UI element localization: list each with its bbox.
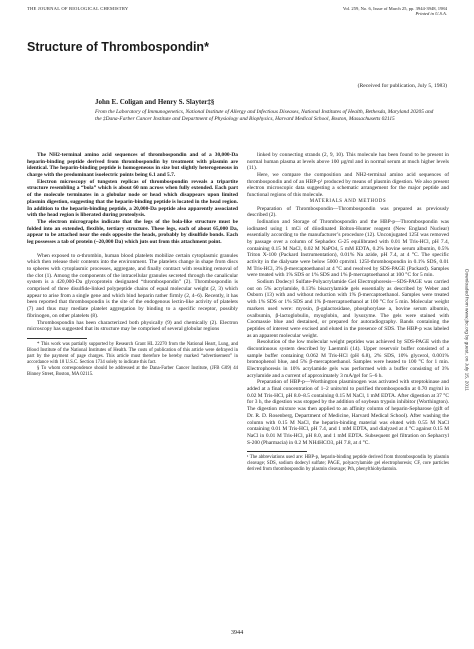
footnote-funding: * This work was partially supported by Research Grant HL 22270 from the National Heart, Lung, and Blood Institute of the National Institutes of Health. The costs of publication of this article were defrayed in part by the payment of page charges. This article must therefore be hereby marked “advertisement” in accordance with 18 U.S.C. Section 1734 solely to indicate this fact. <box>27 341 238 366</box>
intro-paragraph: When exposed to α-thrombin, human blood platelets mobilize certain cytoplasmic granules which then release their contents into the environment. The platelets change in shape from discs to spheres with cytoplasmic processes, aggregate, and finally contract with resulting removal of the clot (1). Among the components of the intracellular granules secreted through the canalicular system is a 420,000-Da glycoprotein designated “thrombospondin” (2). Thrombospondin is comprised of three disulfide-linked polypeptide chains of equal molecular weight (2, 3) which appear to arise from a single gene and which bind heparin rather firmly (2, 4–6). Recently, it has been reported that thrombospondin is the site of the endogenous lectin-like activity of platelets (7) and thus may mediate platelet aggregation by binding to a specific receptor, possibly fibrinogen, on other platelets (8). <box>27 252 238 319</box>
left-column <box>27 152 238 378</box>
abbreviations-footnote: ¹ The abbreviations used are: HBP-p, heparin-binding peptide derived from thrombospondin by plasmin cleavage; SDS, sodium dodecyl sulfate; PAGE, polyacrylamide gel electrophoresis; CF, core particles derived from thrombospondin by plasmin cleavage; Pth, phenylthiohydantoin. <box>247 455 449 473</box>
methods-paragraph: Preparation of HBP-p—Worthington plasminogen was activated with streptokinase and added at a final concentration of 1–2 units/ml to purified thrombospondin at 0.70 mg/ml in 0.02 M Tris-HCl, pH 8.0–8.5 containing 0.15 M NaCl, 1 mM EDTA. After digestion at 37 °C for 3 h, the digestion was stopped by the addition of soybean trypsin inhibitor (Worthington). The digestion mixture was then applied to an affinity column of heparin-Sepharose (gift of Dr. R. D. Rosenberg, Department of Medicine, Harvard Medical School). After washing the column with 0.15 M NaCl, the heparin-binding material was eluted with 0.55 M NaCl containing 0.01 M Tris-HCl, pH 7.4, and 1 mM EDTA, and dialyzed at 4 °C against 0.15 M NaCl in 0.01 M Tris-HCl, pH 8.0, and 1 mM EDTA. Subsequent gel filtration on Sephacryl S-200 (Pharmacia) in 0.2 M NH4HCO3, pH 7.8, at 4 °C. <box>247 379 449 446</box>
page-number: 3944 <box>230 629 244 636</box>
methods-paragraph: Sodium Dodecyl Sulfate-Polyacrylamide Gel Electrophoresis—SDS-PAGE was carried out on 5% acrylamide, 0.13% bisacrylamide gels essentially as described by Weber and Osborn (13) with and without reduction with 1% β-mercaptoethanol. Samples were treated with 1% SDS or 1% SDS and 1% β-mercaptoethanol at 100 °C for 5 min. Molecular weight markers used were: myosin, β-galactosidase, phosphorylase a, bovine serum albumin, ovalbumin, β-lactoglobulin, myoglobin, and lysozyme. The gels were stained with Coomassie blue and destained, or prepared for autoradiography. Bands containing the peptides of interest were excised and eluted in the presence of SDS. The HBP-p was labeled as an apparent molecular weight. <box>247 279 449 339</box>
methods-paragraph: Resolution of the low molecular weight peptides was achieved by SDS-PAGE with the discontinuous system described by Laemmli (14). Upper reservoir buffer consisted of a sample buffer containing 0.062 M Tris-HCl (pH 6.8), 2% SDS, 10% glycerol, 0.001% bromophenol blue, and 5% β-mercaptoethanol. Samples were heated to 100 °C for 1 min. Electrophoresis in 10% acrylamide gels was performed with a buffer consisting of 3% acrylamide and a current of approximately 3 mA/gel for 5–6 h. <box>247 339 449 379</box>
volume-line: Vol. 259, No. 6, Issue of March 25, pp. 3944-3948, 1984 <box>342 6 447 11</box>
right-column <box>247 152 449 474</box>
issue-info <box>217 6 447 17</box>
affiliation: From the Laboratory of Immunogenetics, National Institute of Allergy and Infectious Diseases, National Institutes of Health, Bethesda, Maryland 20205 and the ‡Dana-Farber Cancer Institute and Department of Physiology and Biophysics, Harvard Medical School, Boston, Massachusetts 02115 <box>95 109 434 123</box>
methods-paragraph: Iodination and Storage of Thrombospondin and the HBP-p—Thrombospondin was iodinated using 1 mCi of diiodinated Bolton-Hunter reagent (New England Nuclear) essentially according to the manufacturer’s procedure (12). Unconjugated 125I was removed by passage over a column of Sephadex G-25 equilibrated with 0.01 M Tris-HCl, pH 7.4, containing 0.15 M NaCl, 0.02 M NaPO4, 5 mM EDTA, 0.2% bovine serum albumin, 0.5% Triton X-100 (Packard Instrumentation), 0.01% Na azide, pH 7.4, at 4 °C. The specific activity in the dialysate were below 5000 cpm/ml. 125I-thrombospondin in 0.1% SDS, 0.01 M Tris-HCl, 3% β-mercaptoethanol at 4 °C and resolved by SDS-PAGE (Packard). Samples were treated with 1% SDS or 1% SDS and 1% β-mercaptoethanol at 100 °C for 5 min. <box>247 218 449 279</box>
abstract <box>27 152 238 246</box>
received-date: (Received for publication, July 5, 1983) <box>357 83 447 89</box>
abstract-paragraph: The NH2-terminal amino acid sequences of thrombospondin and of a 30,000-Da heparin-binding peptide derived from thrombospondin by treatment with plasmin are identical. The heparin-binding peptide is homogeneous in size but slightly heterogeneous in charge with the predominant isoelectric points being 6.1 and 5.7. <box>27 152 238 179</box>
abstract-paragraph: Electron microscopy of tungsten replicas of thrombospondin reveals a tripartite structure resembling a “bola” which is about 60 nm across when fully extended. Each part of the molecule terminates in a globular node or head which disappears upon limited plasmin digestion, suggesting that the heparin-binding peptide is located in the head region. In addition to the heparin-binding peptide, a 20,000-Da peptide also apparently associated with the head region is liberated during proteolysis. <box>27 178 238 219</box>
footnote-rule <box>247 451 307 452</box>
article-title: Structure of Thrombospondin* <box>27 40 209 54</box>
authors: John E. Coligan and Henry S. Slayter‡§ <box>95 98 215 106</box>
footnote-correspondence: § To whom correspondence should be addressed at the Dana-Farber Cancer Institute, (JFB G09) 44 Binney Street, Boston, MA 02115. <box>27 366 238 378</box>
footnote-rule <box>27 338 87 339</box>
journal-name: THE JOURNAL OF BIOLOGICAL CHEMISTRY <box>27 6 129 11</box>
section-heading: MATERIALS AND METHODS <box>309 198 387 204</box>
printed-line: Printed in U.S.A. <box>415 11 447 17</box>
intro-paragraph: Here, we compare the composition and NH2-terminal amino acid sequences of thrombospondin and of an HBP-p¹ produced by means of plasmin digestion. We also present electron microscopic data suggesting a schematic arrangement for the major peptide and functional regions of this molecule. <box>247 172 449 199</box>
methods-paragraph: Preparation of Thrombospondin—Thrombospondin was prepared as previously described (2). <box>247 205 449 219</box>
abstract-paragraph: The electron micrographs indicate that the legs of the bola-like structure must be folded into an extended, flexible, tertiary structure. These legs, each of about 65,000 Da, appear to be attached near the ends opposite the heads, probably by disulfide bonds. Each leg possesses a tab of protein (~20,000 Da) which juts out from this attachment point. <box>27 218 238 245</box>
footnotes <box>27 342 238 379</box>
download-watermark[interactable]: Downloaded from www.jbc.org by guest, on July 15, 2011 <box>463 269 469 391</box>
intro-continued: linked by connecting strands (2, 9, 10). This molecule has been found to be present in normal human plasma at levels above 100 µg/ml and in normal serum at much higher levels (11). <box>247 152 449 172</box>
intro-paragraph: Thrombospondin has been characterized both physically (9) and chemically (2). Electron microscopy has suggested that its structure may be comprised of several globular regions <box>27 319 238 333</box>
